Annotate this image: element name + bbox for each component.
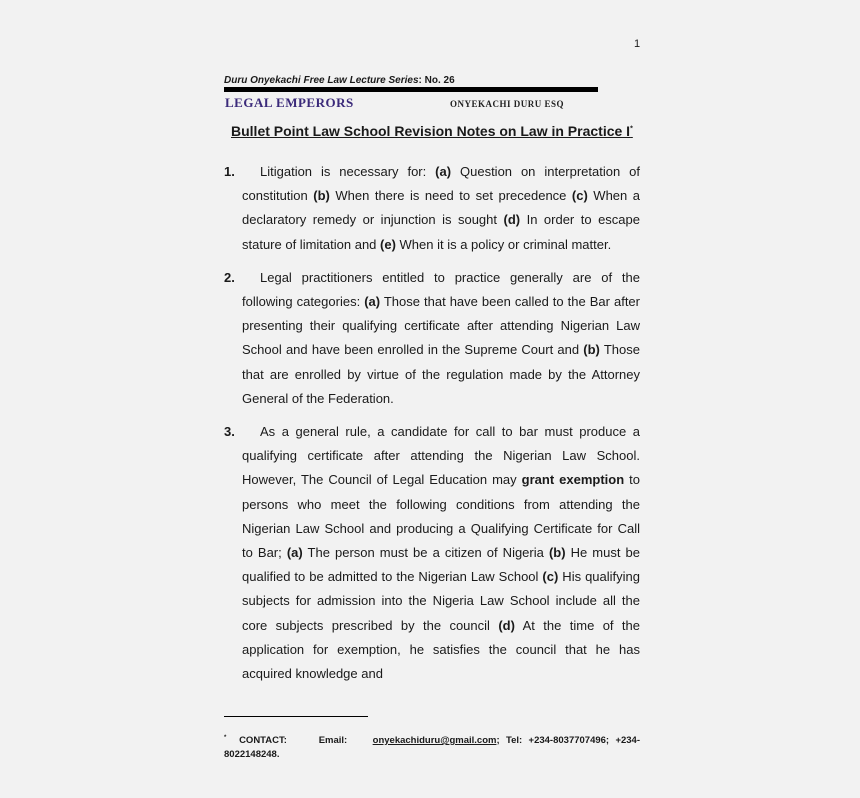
page-number: 1	[634, 38, 641, 50]
footnote-rule	[224, 716, 368, 717]
emphasis-text: (a)	[435, 164, 452, 179]
body-text: When it is a policy or criminal matter.	[395, 236, 612, 252]
list-item-number: 2.	[224, 269, 235, 285]
emphasis-text: (d)	[498, 617, 515, 633]
emphasis-text: (c)	[542, 569, 559, 585]
document-title	[231, 123, 633, 139]
list-item-text	[242, 160, 640, 257]
author-name: ONYEKACHI DURU ESQ	[450, 99, 565, 109]
footnote-mark: *	[224, 735, 227, 741]
list-item	[224, 266, 640, 411]
list-item-number: 1.	[224, 164, 235, 179]
body-text: He must be qualified to be admitted to the Nigerian Law School	[242, 545, 640, 585]
email-link[interactable]: onyekachiduru@gmail.com	[372, 735, 497, 747]
body-text: Question on interpretation of constitution	[242, 164, 640, 204]
body-text: In order to escape stature of limitation and	[242, 212, 640, 252]
body-text: His qualifying subjects for admission into the Nigeria Law School include all the core subjects prescribed by the council	[242, 569, 640, 633]
body-text: When a declaratory remedy or injunction is sought	[242, 188, 640, 228]
body-text: As a general rule, a candidate for call to bar must produce a qualifying certificate after attending the Nigerian Law School. However, The Council of Legal Education may	[242, 424, 640, 488]
title-footnote-mark: *	[630, 125, 633, 133]
brand-logo-text: LEGAL EMPERORS	[225, 95, 354, 110]
contact-label: CONTACT:	[239, 735, 287, 747]
header-rule	[224, 87, 598, 92]
emphasis-text: (c)	[571, 188, 588, 204]
lecture-series-header	[224, 75, 455, 86]
emphasis-text: (a)	[364, 294, 381, 310]
list-item-text	[242, 420, 640, 686]
series-number: : No. 26	[418, 75, 455, 86]
body-text: Those that are enrolled by virtue of the regulation made by the Attorney General of the Federation.	[242, 342, 640, 406]
body-text: Those that have been called to the Bar after presenting their qualifying certificate after attending Nigerian Law School and have been enrolled in the Supreme Court and	[242, 294, 640, 358]
body-text: Litigation is necessary for:	[260, 164, 436, 179]
footnote	[224, 731, 640, 762]
emphasis-text: (d)	[503, 212, 521, 228]
telephone-text: ; Tel: +234-8037707496; +234-8022148248.	[224, 735, 641, 761]
emphasis-text: (b)	[583, 342, 600, 358]
list-item-number: 3.	[224, 424, 235, 440]
body-text: to persons who meet the following conditions from attending the Nigerian Law School and producing a Qualifying Certificate for Call to Bar;	[242, 472, 640, 561]
list-item	[224, 160, 640, 257]
numbered-list	[224, 160, 640, 695]
emphasis-text: (a)	[286, 545, 303, 561]
body-text: At the time of the application for exemption, he satisfies the council that he has acquired knowledge and	[242, 617, 640, 682]
list-item	[224, 420, 640, 686]
emphasis-text: (b)	[313, 188, 330, 204]
list-item-text	[242, 266, 640, 411]
series-name: Duru Onyekachi Free Law Lecture Series	[224, 75, 419, 86]
email-label: Email:	[318, 735, 348, 747]
body-text: Legal practitioners entitled to practice generally are of the following categories:	[242, 269, 640, 310]
emphasis-text: (b)	[548, 545, 566, 561]
emphasis-text: grant exemption	[521, 472, 625, 488]
emphasis-text: (e)	[380, 236, 396, 252]
body-text: The person must be a citizen of Nigeria	[302, 545, 549, 561]
title-text: Bullet Point Law School Revision Notes on Law in Practice I	[231, 123, 631, 139]
body-text: When there is need to set precedence	[329, 188, 572, 204]
